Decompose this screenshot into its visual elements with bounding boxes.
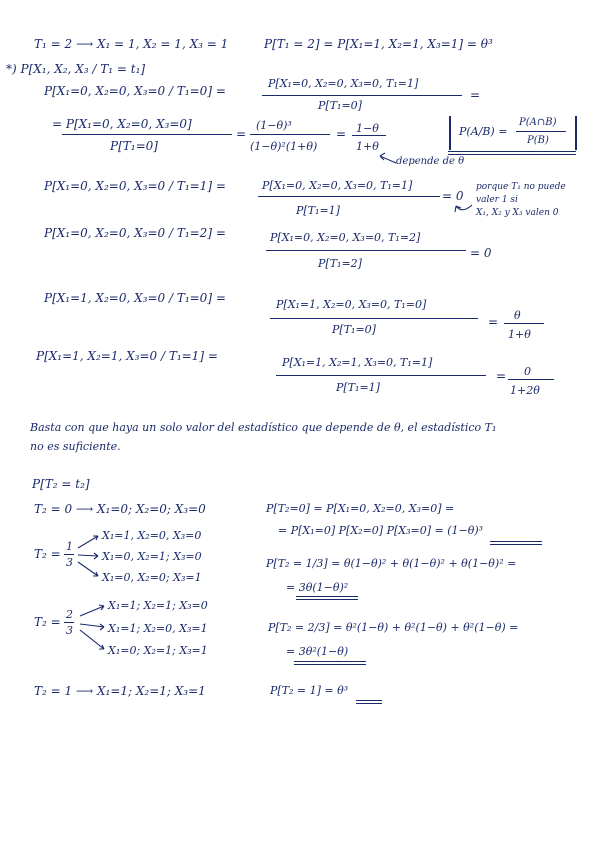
case5-lhs: P[X₁=1, X₂=1, X₃=0 / T₁=1] = <box>36 349 218 363</box>
depends-on-theta-note: depende de θ <box>396 156 465 167</box>
case3-lhs: P[X₁=0, X₂=0, X₃=0 / T₁=2] = <box>44 226 226 240</box>
t2-zero-probability-line1: P[T₂=0] = P[X₁=0, X₂=0, X₃=0] = <box>266 502 455 515</box>
case1-denominator: P[T₁=0] <box>318 99 362 112</box>
t2-third-outcome-2: X₁=0, X₂=1; X₃=0 <box>102 550 202 563</box>
t2-two-thirds-branch-2 <box>80 624 104 630</box>
t2-two-thirds-branch-3 <box>80 630 104 649</box>
case3-numerator: P[X₁=0, X₂=0, X₃=0, T₁=2] <box>270 231 421 244</box>
case4-denominator: P[T₁=0] <box>332 323 376 336</box>
t2-zero-outcomes: T₂ = 0 ⟶ X₁=0; X₂=0; X₃=0 <box>34 502 206 516</box>
t2-third-outcome-1: X₁=1, X₂=0, X₃=0 <box>102 529 202 542</box>
case1b-numerator: = P[X₁=0, X₂=0, X₃=0] <box>52 117 192 131</box>
case1b-equals-1: = <box>236 127 247 141</box>
t2-third-label: T₂ = <box>34 547 61 561</box>
t2-two-thirds-outcome-3: X₁=0; X₂=1; X₃=1 <box>108 644 208 657</box>
t2-two-thirds-branch-1 <box>80 605 104 616</box>
case2-result: = 0 <box>442 189 464 203</box>
conditional-probability-header: *) P[X₁, X₂, X₃ / T₁ = t₁] <box>6 62 146 76</box>
conclusion-line2: no es suficiente. <box>30 440 121 453</box>
case4-result-num: θ <box>514 309 521 322</box>
case2-numerator: P[X₁=0, X₂=0, X₃=0, T₁=1] <box>262 179 413 192</box>
case2-note-line2: valer 1 si <box>476 195 518 205</box>
t2-third-branch-2 <box>78 553 98 559</box>
t2-zero-probability-line2: = P[X₁=0] P[X₂=0] P[X₃=0] = (1−θ)³ <box>278 524 484 537</box>
case1b-result-num: 1−θ <box>356 122 379 135</box>
case1b-power-num: (1−θ)³ <box>256 119 292 132</box>
case5-result-den: 1+2θ <box>510 384 540 397</box>
case5-numerator: P[X₁=1, X₂=1, X₃=0, T₁=1] <box>282 356 433 369</box>
case2-note-arrow <box>455 205 472 212</box>
t2-third-branch-3 <box>78 562 98 576</box>
t2-distribution-header: P[T₂ = t₂] <box>32 477 90 491</box>
t2-third-probability-line1: P[T₂ = 1/3] = θ(1−θ)² + θ(1−θ)² + θ(1−θ)² = <box>266 557 517 570</box>
case1b-denominator: P[T₁=0] <box>110 139 158 153</box>
t2-one-probability: P[T₂ = 1] = θ³ <box>270 684 349 697</box>
t2-third-branch-1 <box>78 536 98 548</box>
case5-denominator: P[T₁=1] <box>336 381 380 394</box>
t1-equals-2-derivation: T₁ = 2 ⟶ X₁ = 1, X₂ = 1, X₃ = 1 <box>34 37 229 51</box>
case2-lhs: P[X₁=0, X₂=0, X₃=0 / T₁=1] = <box>44 179 226 193</box>
case1b-power-den: (1−θ)²(1+θ) <box>250 140 318 153</box>
t2-two-thirds-probability-line1: P[T₂ = 2/3] = θ²(1−θ) + θ²(1−θ) + θ²(1−θ) = <box>268 621 519 634</box>
t2-third-den: 3 <box>66 556 73 569</box>
t2-two-thirds-outcome-1: X₁=1; X₂=1; X₃=0 <box>108 599 208 612</box>
case4-lhs: P[X₁=1, X₂=0, X₃=0 / T₁=0] = <box>44 291 226 305</box>
t2-third-probability-line2: = 3θ(1−θ)² <box>286 581 349 594</box>
case2-note-line1: porque T₁ no puede <box>476 182 566 192</box>
case4-equals: = <box>488 315 499 329</box>
bayes-denominator: P(B) <box>527 135 549 146</box>
bayes-lhs: P(A/B) = <box>459 125 508 138</box>
t2-third-num: 1 <box>66 540 73 553</box>
case5-equals: = <box>496 369 507 383</box>
case1b-equals-2: = <box>336 127 347 141</box>
case4-numerator: P[X₁=1, X₂=0, X₃=0, T₁=0] <box>276 298 427 311</box>
depends-note-arrow <box>380 153 396 163</box>
case1-equals: = <box>470 88 481 102</box>
case2-note-line3: X₁, X₂ y X₃ valen 0 <box>476 208 559 218</box>
case3-result: = 0 <box>470 246 492 260</box>
case4-result-den: 1+θ <box>508 328 531 341</box>
bayes-numerator: P(A∩B) <box>519 117 557 128</box>
case2-denominator: P[T₁=1] <box>296 204 340 217</box>
t2-two-thirds-num: 2 <box>66 608 73 621</box>
case3-denominator: P[T₁=2] <box>318 257 362 270</box>
t1-equals-2-probability: P[T₁ = 2] = P[X₁=1, X₂=1, X₃=1] = θ³ <box>264 37 493 51</box>
t2-two-thirds-den: 3 <box>66 624 73 637</box>
t2-two-thirds-outcome-2: X₁=1; X₂=0, X₃=1 <box>108 622 208 635</box>
conclusion-line1: Basta con que haya un solo valor del estadístico que depende de θ, el estadístico T₁ <box>30 421 497 434</box>
case1-lhs: P[X₁=0, X₂=0, X₃=0 / T₁=0] = <box>44 84 226 98</box>
t2-two-thirds-label: T₂ = <box>34 615 61 629</box>
t2-two-thirds-probability-line2: = 3θ²(1−θ) <box>286 645 349 658</box>
case5-result-num: 0 <box>524 365 531 378</box>
t2-third-outcome-3: X₁=0, X₂=0; X₃=1 <box>102 571 202 584</box>
case1b-result-den: 1+θ <box>356 140 379 153</box>
t2-one-outcomes: T₂ = 1 ⟶ X₁=1; X₂=1; X₃=1 <box>34 684 206 698</box>
case1-numerator: P[X₁=0, X₂=0, X₃=0, T₁=1] <box>268 77 419 90</box>
